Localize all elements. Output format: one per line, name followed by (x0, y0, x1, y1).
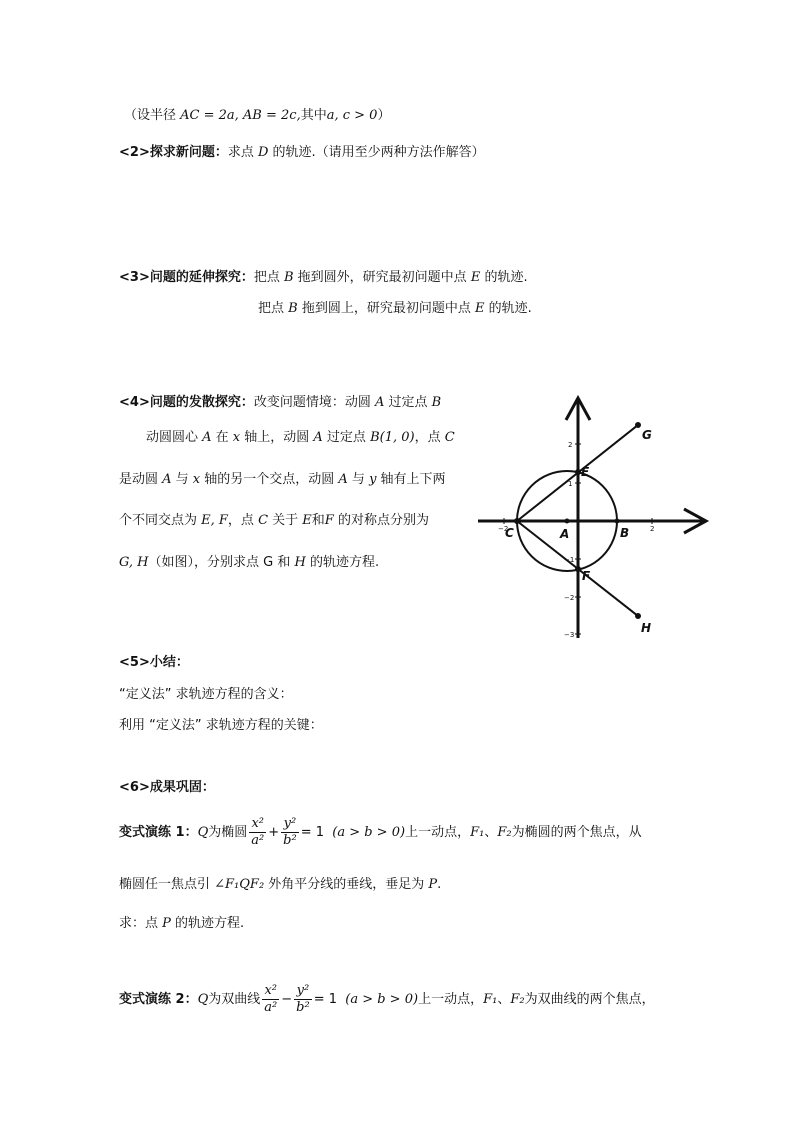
text-fragment: 椭圆任一焦点引 (119, 877, 215, 892)
exercise1-line3 (119, 914, 244, 934)
math-expression: B (431, 395, 442, 410)
text-fragment: ） (377, 108, 391, 123)
text-fragment: 的轨迹.（请用至少两种方法作解答） (268, 145, 485, 160)
math-expression: y (369, 472, 377, 487)
label-H: H (641, 621, 652, 635)
part4-heading: <4>问题的发散探究： (119, 395, 254, 410)
math-expression: E (470, 270, 481, 285)
fraction-y-over-b (281, 816, 299, 849)
math-expression: B (283, 270, 294, 285)
text-fragment: 外角平分线的垂线，垂足为 (264, 877, 429, 892)
text-fragment: 求点 (227, 145, 258, 160)
math-expression: (a > b > 0) (332, 825, 406, 840)
exercise2-line1 (119, 982, 655, 1018)
text-fragment: 的轨迹. (480, 270, 528, 285)
part4-para-line4 (119, 553, 379, 573)
label-F: F (582, 569, 591, 583)
point-A (565, 519, 570, 524)
text-fragment: 动圆圆心 (146, 430, 203, 445)
text-fragment: 其中 (300, 108, 327, 123)
math-expression: AC = 2a, AB = 2c, (180, 108, 301, 123)
operator: = 1 (313, 992, 337, 1007)
point-C (514, 518, 520, 524)
fraction-x-over-a (249, 816, 266, 849)
point-H (635, 613, 641, 619)
part6-heading: <6>成果巩固： (119, 780, 215, 795)
text-fragment: 求：点 (119, 916, 163, 931)
text-fragment: 的对称点分别为 (333, 513, 429, 528)
text-fragment: 轴的另一个交点，动圆 (200, 472, 339, 487)
part4-para-line3 (119, 511, 429, 531)
point-G (635, 422, 641, 428)
text-fragment: 、 (497, 992, 511, 1007)
label-B: B (620, 526, 630, 540)
text-fragment: 个不同交点为 (119, 513, 202, 528)
math-expression: F (324, 513, 334, 528)
math-expression: A (338, 472, 348, 487)
math-expression: A (313, 430, 323, 445)
text-fragment: 的轨迹. (484, 301, 532, 316)
label-C: C (505, 526, 514, 540)
text-fragment: 轴上，动圆 (240, 430, 314, 445)
part4-para-line2 (119, 470, 446, 490)
text-fragment: 过定点 (384, 395, 432, 410)
text-fragment: 拖到圆外，研究最初问题中点 (293, 270, 471, 285)
math-expression: F₁ (483, 992, 498, 1007)
part4-para-line1 (146, 428, 455, 448)
x-tick-label: −2 (498, 525, 509, 533)
math-expression: A (202, 430, 212, 445)
exercise1-line1 (119, 815, 642, 851)
text-fragment: （设半径 (124, 108, 181, 123)
part3-line2 (258, 299, 532, 319)
operator: = 1 (300, 825, 324, 840)
math-expression: E (474, 301, 485, 316)
math-expression: F₂ (510, 992, 525, 1007)
point-F (575, 566, 581, 572)
math-expression: Q (197, 992, 209, 1007)
summary-line1: “定义法” 求轨迹方程的含义： (119, 687, 293, 702)
text-fragment: 在 (211, 430, 233, 445)
math-expression: B (288, 301, 298, 316)
fraction-denominator: a² (251, 833, 265, 848)
operator: + (268, 825, 280, 840)
part3-line1 (119, 268, 528, 288)
part3-heading: <3>问题的延伸探究： (119, 270, 254, 285)
point-B (615, 519, 620, 524)
part2-heading: <2>探求新问题： (119, 145, 228, 160)
y-tick-label: −1 (564, 556, 575, 564)
math-expression: ∠F₁QF₂ (214, 877, 265, 892)
exercise1-line2 (119, 875, 441, 895)
text-fragment: 上一动点， (405, 825, 471, 840)
text-fragment: ，点 (414, 430, 445, 445)
math-expression: D (257, 145, 269, 160)
exercise2-heading: 变式演练 2： (119, 992, 198, 1007)
x-tick-label: 2 (650, 525, 655, 533)
text-fragment: ，点 (227, 513, 259, 528)
text-fragment: 把点 (253, 270, 284, 285)
math-expression: a, c > 0 (326, 108, 378, 123)
math-expression: E (302, 513, 312, 528)
math-expression: B(1, 0) (370, 430, 415, 445)
math-expression: A (162, 472, 172, 487)
math-expression: Q (197, 825, 209, 840)
summary-line2: 利用 “定义法” 求轨迹方程的关键： (119, 718, 323, 733)
fraction-denominator: a² (264, 1000, 278, 1015)
fraction-numerator: y² (281, 816, 299, 833)
math-expression: x (232, 430, 241, 445)
math-expression: C (444, 430, 455, 445)
label-G: G (642, 428, 652, 442)
fraction-numerator: x² (249, 816, 266, 833)
text-fragment: 与 (171, 472, 193, 487)
math-expression: F₁ (470, 825, 485, 840)
fraction-numerator: x² (262, 983, 279, 1000)
math-expression: G, H (119, 555, 149, 570)
text-fragment: 为椭圆 (208, 825, 248, 840)
text-fragment: . (437, 877, 442, 892)
fraction-x-over-a (262, 983, 279, 1016)
y-tick-label: 1 (568, 480, 573, 488)
text-fragment: 改变问题情境：动圆 (253, 395, 375, 410)
math-expression: F₂ (497, 825, 512, 840)
text-fragment: 的轨迹方程. (305, 555, 380, 570)
text-fragment: 的轨迹方程. (170, 916, 245, 931)
part2-line (119, 143, 485, 163)
math-expression: x (192, 472, 201, 487)
fraction-denominator: b² (296, 1000, 310, 1015)
y-tick-label: 2 (568, 441, 573, 449)
text-fragment: 轴有上下两 (376, 472, 446, 487)
y-tick-label: −3 (564, 631, 575, 639)
text-fragment: 与 (347, 472, 370, 487)
text-fragment: 和 (311, 513, 325, 528)
math-expression: A (374, 395, 385, 410)
text-fragment: 关于 (268, 513, 303, 528)
text-fragment: 为椭圆的两个焦点，从 (511, 825, 642, 840)
fraction-numerator: y² (294, 983, 312, 1000)
math-expression: P (428, 877, 438, 892)
label-A: A (560, 527, 570, 541)
fraction-y-over-b (294, 983, 312, 1016)
text-fragment: 为双曲线的两个焦点， (524, 992, 655, 1007)
part4-intro (119, 393, 441, 413)
text-fragment: 是动圆 (119, 472, 163, 487)
text-fragment: 上一动点， (418, 992, 484, 1007)
text-fragment: 拖到圆上，研究最初问题中点 (297, 301, 475, 316)
math-expression: P (162, 916, 171, 931)
fraction-denominator: b² (283, 833, 297, 848)
label-E: E (581, 465, 590, 479)
math-expression: E, F (201, 513, 228, 528)
math-expression: C (258, 513, 269, 528)
part5-heading: <5>小结： (119, 655, 189, 670)
text-fragment: （如图），分别求点 G 和 (148, 555, 295, 570)
text-fragment: 过定点 (322, 430, 371, 445)
text-fragment: 、 (484, 825, 498, 840)
text-fragment: 为双曲线 (208, 992, 261, 1007)
operator: − (281, 992, 293, 1007)
exercise1-heading: 变式演练 1： (119, 825, 198, 840)
radius-setup-line (124, 106, 390, 126)
math-expression: (a > b > 0) (345, 992, 419, 1007)
math-expression: H (294, 555, 306, 570)
coordinate-figure (474, 392, 719, 642)
text-fragment: 把点 (258, 301, 289, 316)
y-tick-label: −2 (564, 594, 575, 602)
